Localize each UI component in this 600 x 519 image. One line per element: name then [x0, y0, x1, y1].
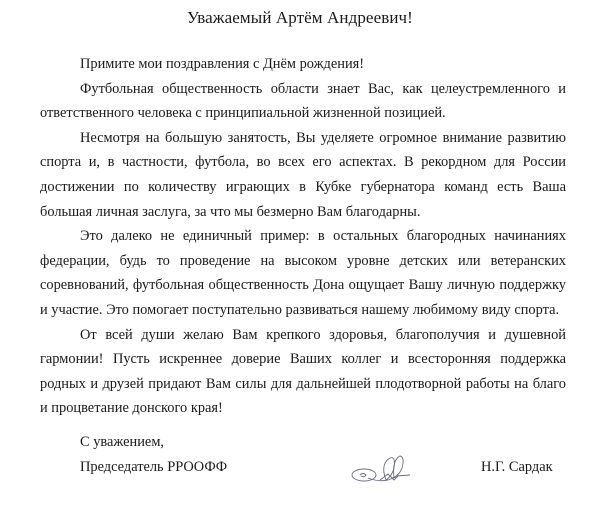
paragraph-2: Футбольная общественность области знает Вас, как целеустремленного и ответственного человека с принципиальной жизненной позицией. — [40, 80, 566, 122]
signature-icon — [350, 450, 420, 488]
paragraph-1: Примите мои поздравления с Днём рождения! — [80, 56, 365, 72]
closing-line: С уважением, — [80, 434, 165, 450]
signer-title: Председатель РРООФФ — [80, 459, 228, 475]
paragraph-5: От всей души желаю Вам крепкого здоровья, благополучия и душевной гармонии! Пусть искреннее доверие Ваших коллег и всесторонняя поддержка родных и друзей придают Вам силы для дальнейшей плодотворной работы на благо и процветание донского края! — [40, 326, 566, 417]
paragraph-4: Это далеко не единичный пример: в остальных благородных начинаниях федерации, будь то проведение на высоком уровне детских или ветеранских соревнований, футбольная общественность Дона ощущает Вашу личную поддержку и участие. Это помогает поступательно развиваться нашему любимому виду спорта. — [40, 228, 566, 318]
letter-body — [40, 52, 566, 421]
signer-name: Н.Г. Сардак — [481, 459, 553, 475]
greeting-heading: Уважаемый Артём Андреевич! — [187, 8, 413, 27]
paragraph-3: Несмотря на большую занятость, Вы уделяете огромное внимание развитию спорта и, в частности, футбола, во всех его аспектах. В рекордном для России достижении по количеству играющих в Кубке губернатора команд есть Ваша большая личная заслуга, за что мы безмерно Вам благодарны. — [40, 129, 566, 220]
